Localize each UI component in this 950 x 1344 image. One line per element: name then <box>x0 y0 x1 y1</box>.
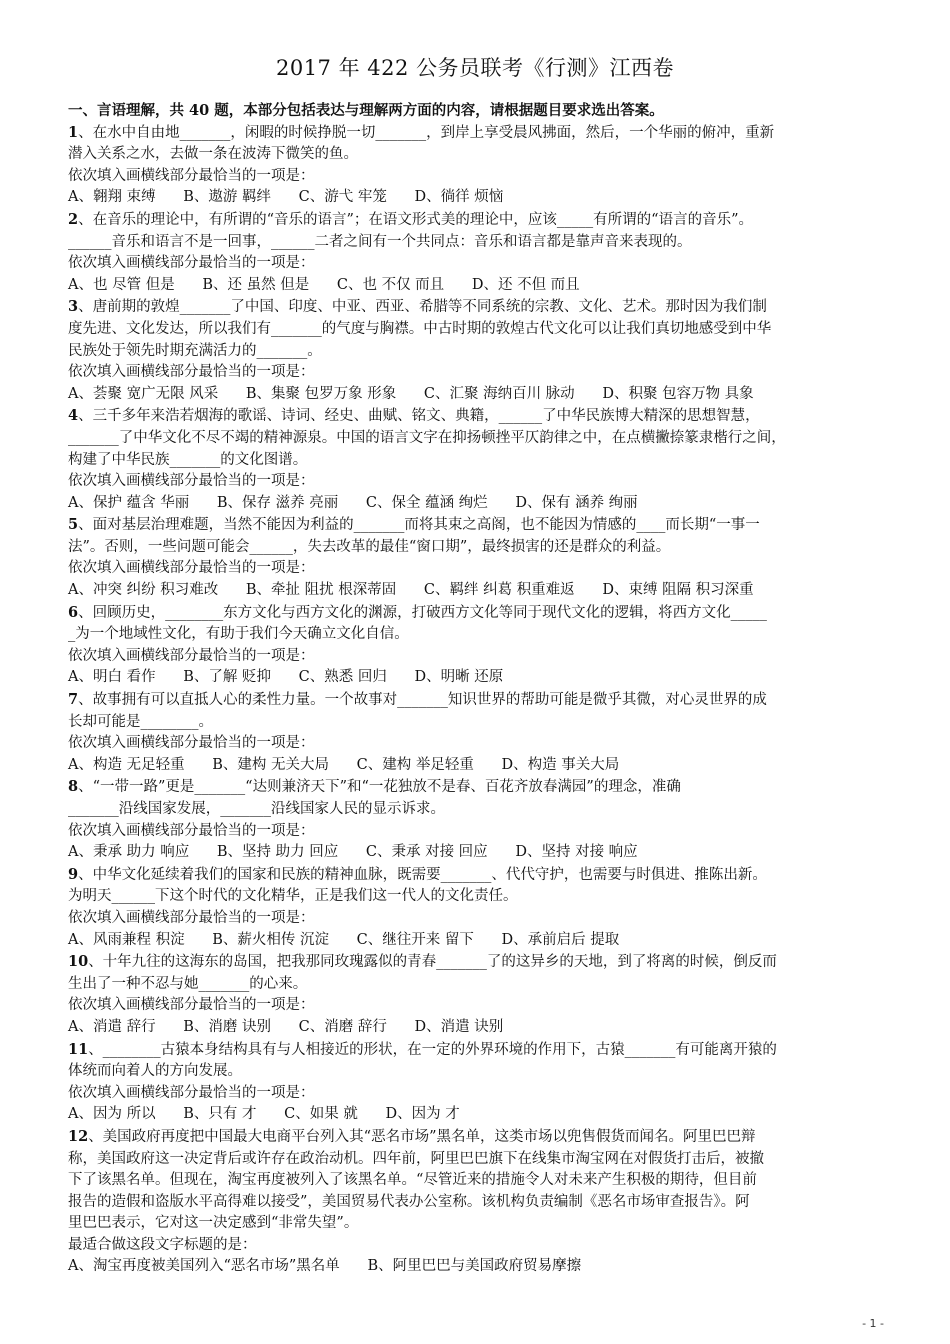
question-stem: 构建了中华民族_______的文化图谱。 <box>68 451 308 468</box>
question-text-line <box>68 602 882 625</box>
question-text-line <box>68 1192 882 1214</box>
question-number: 9 <box>68 865 79 883</box>
question-prompt: 依次填入画横线部分最恰当的一项是： <box>68 167 315 184</box>
answer-options: A、淘宝再度被美国列入“恶名市场”黑名单 B、阿里巴巴与美国政府贸易摩擦 <box>68 1258 582 1275</box>
question-text-line <box>68 799 882 821</box>
answer-options: A、明白 看作 B、了解 贬抑 C、熟悉 回归 D、明晰 还原 <box>68 669 504 686</box>
question-stem: ______音乐和语言不是一回事，______二者之间有一个共同点：音乐和语言都是靠声音来表现的。 <box>68 233 692 250</box>
question-1 <box>68 122 882 209</box>
question-number: 1 <box>68 123 79 141</box>
question-text-line <box>68 514 882 537</box>
question-number: 8 <box>68 778 79 796</box>
question-2 <box>68 209 882 296</box>
answer-options: A、风雨兼程 积淀 B、薪火相传 沉淀 C、继往开来 留下 D、承前启后 提取 <box>68 931 620 948</box>
question-number: 6 <box>68 603 79 621</box>
question-stem: 法”。否则，一些问题可能会______，失去改革的最佳“窗口期”，最终损害的还是群众的利益。 <box>68 538 671 555</box>
question-number: 5 <box>68 516 79 534</box>
question-prompt: 依次填入画横线部分最恰当的一项是： <box>68 364 315 381</box>
question-number: 11 <box>68 1040 89 1058</box>
question-stem: 为明天______下这个时代的文化精华，正是我们这一代人的文化责任。 <box>68 888 518 905</box>
question-text-line <box>68 405 882 428</box>
question-stem: 、十年九往的这海东的岛国，把我那同玫瑰露似的青春_______了的这异乡的天地，到了将离的时候，倒反而 <box>88 954 777 971</box>
question-text-line <box>68 951 882 974</box>
answer-options: A、保护 蕴含 华丽 B、保存 滋养 亮丽 C、保全 蕴涵 绚烂 D、保有 涵养 绚丽 <box>68 494 638 511</box>
answer-options: A、冲突 纠纷 积习难改 B、牵扯 阻扰 根深蒂固 C、羁绊 纠葛 积重难返 D、束缚 阻隔 积习深重 <box>68 582 754 599</box>
question-stem: 、美国政府再度把中国最大电商平台列入其“恶名市场”黑名单，这类市场以兜售假货而闻名。阿里巴巴辩 <box>88 1128 756 1145</box>
question-text-line <box>68 296 882 319</box>
question-stem: 、“一带一路”更是_______“达则兼济天下”和“一花独放不是春、百花齐放春满园”的理念，准确 <box>78 779 681 796</box>
question-list <box>68 122 882 1278</box>
question-prompt: 依次填入画横线部分最恰当的一项是： <box>68 255 315 272</box>
question-stem: 民族处于领先时期充满活力的_______。 <box>68 342 322 359</box>
question-stem: 、回顾历史，________东方文化与西方文化的渊源，打破西方文化等同于现代文化的逻辑，将西方文化_____ <box>78 604 767 621</box>
question-text-line <box>68 144 882 166</box>
page-number: - 1 - <box>862 1317 884 1330</box>
question-stem: 、三千多年来浩若烟海的歌谣、诗词、经史、曲赋、铭文、典籍，______了中华民族博大精深的思想智慧， <box>78 408 760 425</box>
question-8 <box>68 776 882 863</box>
answer-options: A、也 尽管 但是 B、还 虽然 但是 C、也 不仅 而且 D、还 不但 而且 <box>68 276 580 293</box>
answer-options: A、翱翔 束缚 B、遨游 羁绊 C、游弋 牢笼 D、徜徉 烦恼 <box>68 189 504 206</box>
question-text-line <box>68 886 882 908</box>
question-text-line <box>68 624 882 646</box>
question-5 <box>68 514 882 601</box>
question-6 <box>68 602 882 689</box>
question-stem: 体统而向着人的方向发展。 <box>68 1063 242 1080</box>
question-number: 3 <box>68 298 79 316</box>
question-prompt: 依次填入画横线部分最恰当的一项是： <box>68 997 315 1014</box>
question-prompt: 依次填入画横线部分最恰当的一项是： <box>68 647 315 664</box>
question-stem: _______了中华文化不尽不竭的精神源泉。中国的语言文字在抑扬顿挫平仄韵律之中，在点横撇捺篆隶楷行之间， <box>68 429 786 446</box>
question-prompt: 最适合做这段文字标题的是： <box>68 1236 257 1253</box>
question-stem: 、中华文化延续着我们的国家和民族的精神血脉，既需要_______、代代守护，也需要与时俱进、推陈出新。 <box>78 866 767 883</box>
question-3 <box>68 296 882 405</box>
question-stem: 、在音乐的理论中，有所谓的“音乐的语言”；在语文形式美的理论中，应该_____有所谓的“语言的音乐”。 <box>78 211 753 228</box>
question-text-line <box>68 712 882 734</box>
question-11 <box>68 1039 882 1126</box>
question-prompt: 依次填入画横线部分最恰当的一项是： <box>68 735 315 752</box>
question-number: 10 <box>68 953 89 971</box>
question-stem: 度先进、文化发达，所以我们有_______的气度与胸襟。中古时期的敦煌古代文化可以让我们真切地感受到中华 <box>68 320 772 337</box>
answer-options: A、消遣 辞行 B、消磨 诀别 C、消磨 辞行 D、消遣 诀别 <box>68 1018 504 1035</box>
question-text-line <box>68 1213 882 1235</box>
question-prompt: 依次填入画横线部分最恰当的一项是： <box>68 1084 315 1101</box>
question-text-line <box>68 122 882 145</box>
question-text-line <box>68 1061 882 1083</box>
question-text-line <box>68 209 882 232</box>
question-text-line <box>68 341 882 363</box>
question-text-line <box>68 537 882 559</box>
question-text-line <box>68 319 882 341</box>
question-stem: 、唐前期的敦煌_______了中国、印度、中亚、西亚、希腊等不同系统的宗教、文化、艺术。那时因为我们制 <box>78 299 767 316</box>
question-stem: 、面对基层治理难题，当然不能因为利益的_______而将其束之高阁，也不能因为情感的____而长期“一事一 <box>78 517 760 534</box>
question-stem: _为一个地域性文化，有助于我们今天确立文化自信。 <box>68 626 409 643</box>
answer-options: A、构造 无足轻重 B、建构 无关大局 C、建构 举足轻重 D、构造 事关大局 <box>68 756 620 773</box>
question-stem: 生出了一种不忍与她_______的心来。 <box>68 975 308 992</box>
question-stem: 、在水中自由地_______，闲暇的时候挣脱一切_______，到岸上享受晨风拂面，然后，一个华丽的俯冲，重新 <box>78 124 775 141</box>
question-10 <box>68 951 882 1038</box>
question-12 <box>68 1126 882 1278</box>
question-stem: 长却可能是________。 <box>68 713 213 730</box>
question-7 <box>68 689 882 776</box>
question-prompt: 依次填入画横线部分最恰当的一项是： <box>68 473 315 490</box>
section-heading: 一、言语理解，共 40 题，本部分包括表达与理解两方面的内容，请根据题目要求选出答案。 <box>68 102 664 119</box>
question-number: 2 <box>68 210 79 228</box>
question-prompt: 依次填入画横线部分最恰当的一项是： <box>68 909 315 926</box>
question-stem: 下了该黑名单。但现在，淘宝再度被列入了该黑名单。“尽管近来的措施令人对未来产生积极的期待，但目前 <box>68 1172 757 1189</box>
question-stem: 报告的造假和盗版水平高得难以接受”，美国贸易代表办公室称。该机构负责编制《恶名市场审查报告》。阿 <box>68 1193 750 1210</box>
question-text-line <box>68 776 882 799</box>
question-text-line <box>68 974 882 996</box>
question-text-line <box>68 689 882 712</box>
question-number: 12 <box>68 1127 89 1145</box>
question-9 <box>68 864 882 951</box>
question-4 <box>68 405 882 514</box>
question-prompt: 依次填入画横线部分最恰当的一项是： <box>68 560 315 577</box>
question-text-line <box>68 1149 882 1171</box>
question-stem: 里巴巴表示，它对这一决定感到“非常失望”。 <box>68 1215 359 1232</box>
question-prompt: 依次填入画横线部分最恰当的一项是： <box>68 822 315 839</box>
question-number: 7 <box>68 691 79 709</box>
answer-options: A、因为 所以 B、只有 才 C、如果 就 D、因为 才 <box>68 1106 460 1123</box>
question-stem: 称，美国政府这一决定背后或许存在政治动机。四年前，阿里巴巴旗下在线集市淘宝网在对假货打击后，被撤 <box>68 1150 764 1167</box>
question-stem: 、故事拥有可以直抵人心的柔性力量。一个故事对_______知识世界的帮助可能是微乎其微，对心灵世界的成 <box>78 692 767 709</box>
question-text-line <box>68 1170 882 1192</box>
question-stem: _______沿线国家发展，_______沿线国家人民的显示诉求。 <box>68 801 445 817</box>
answer-options: A、秉承 助力 响应 B、坚持 助力 回应 C、秉承 对接 回应 D、坚持 对接 响应 <box>68 844 638 861</box>
answer-options: A、荟聚 宽广无限 风采 B、集聚 包罗万象 形象 C、汇聚 海纳百川 脉动 D、积聚 包容万物 具象 <box>68 385 754 402</box>
question-stem: 潜入关系之水，去做一条在波涛下微笑的鱼。 <box>68 146 358 163</box>
question-number: 4 <box>68 407 79 425</box>
question-text-line <box>68 1039 882 1062</box>
question-text-line <box>68 864 882 887</box>
question-text-line <box>68 428 882 450</box>
question-stem: 、________古猿本身结构具有与人相接近的形状，在一定的外界环境的作用下，古猿_______有可能离开猿的 <box>88 1041 777 1058</box>
question-text-line <box>68 450 882 472</box>
question-text-line <box>68 1126 882 1149</box>
question-text-line <box>68 232 882 254</box>
page-title: 2017 年 422 公务员联考《行测》江西卷 <box>275 56 675 80</box>
